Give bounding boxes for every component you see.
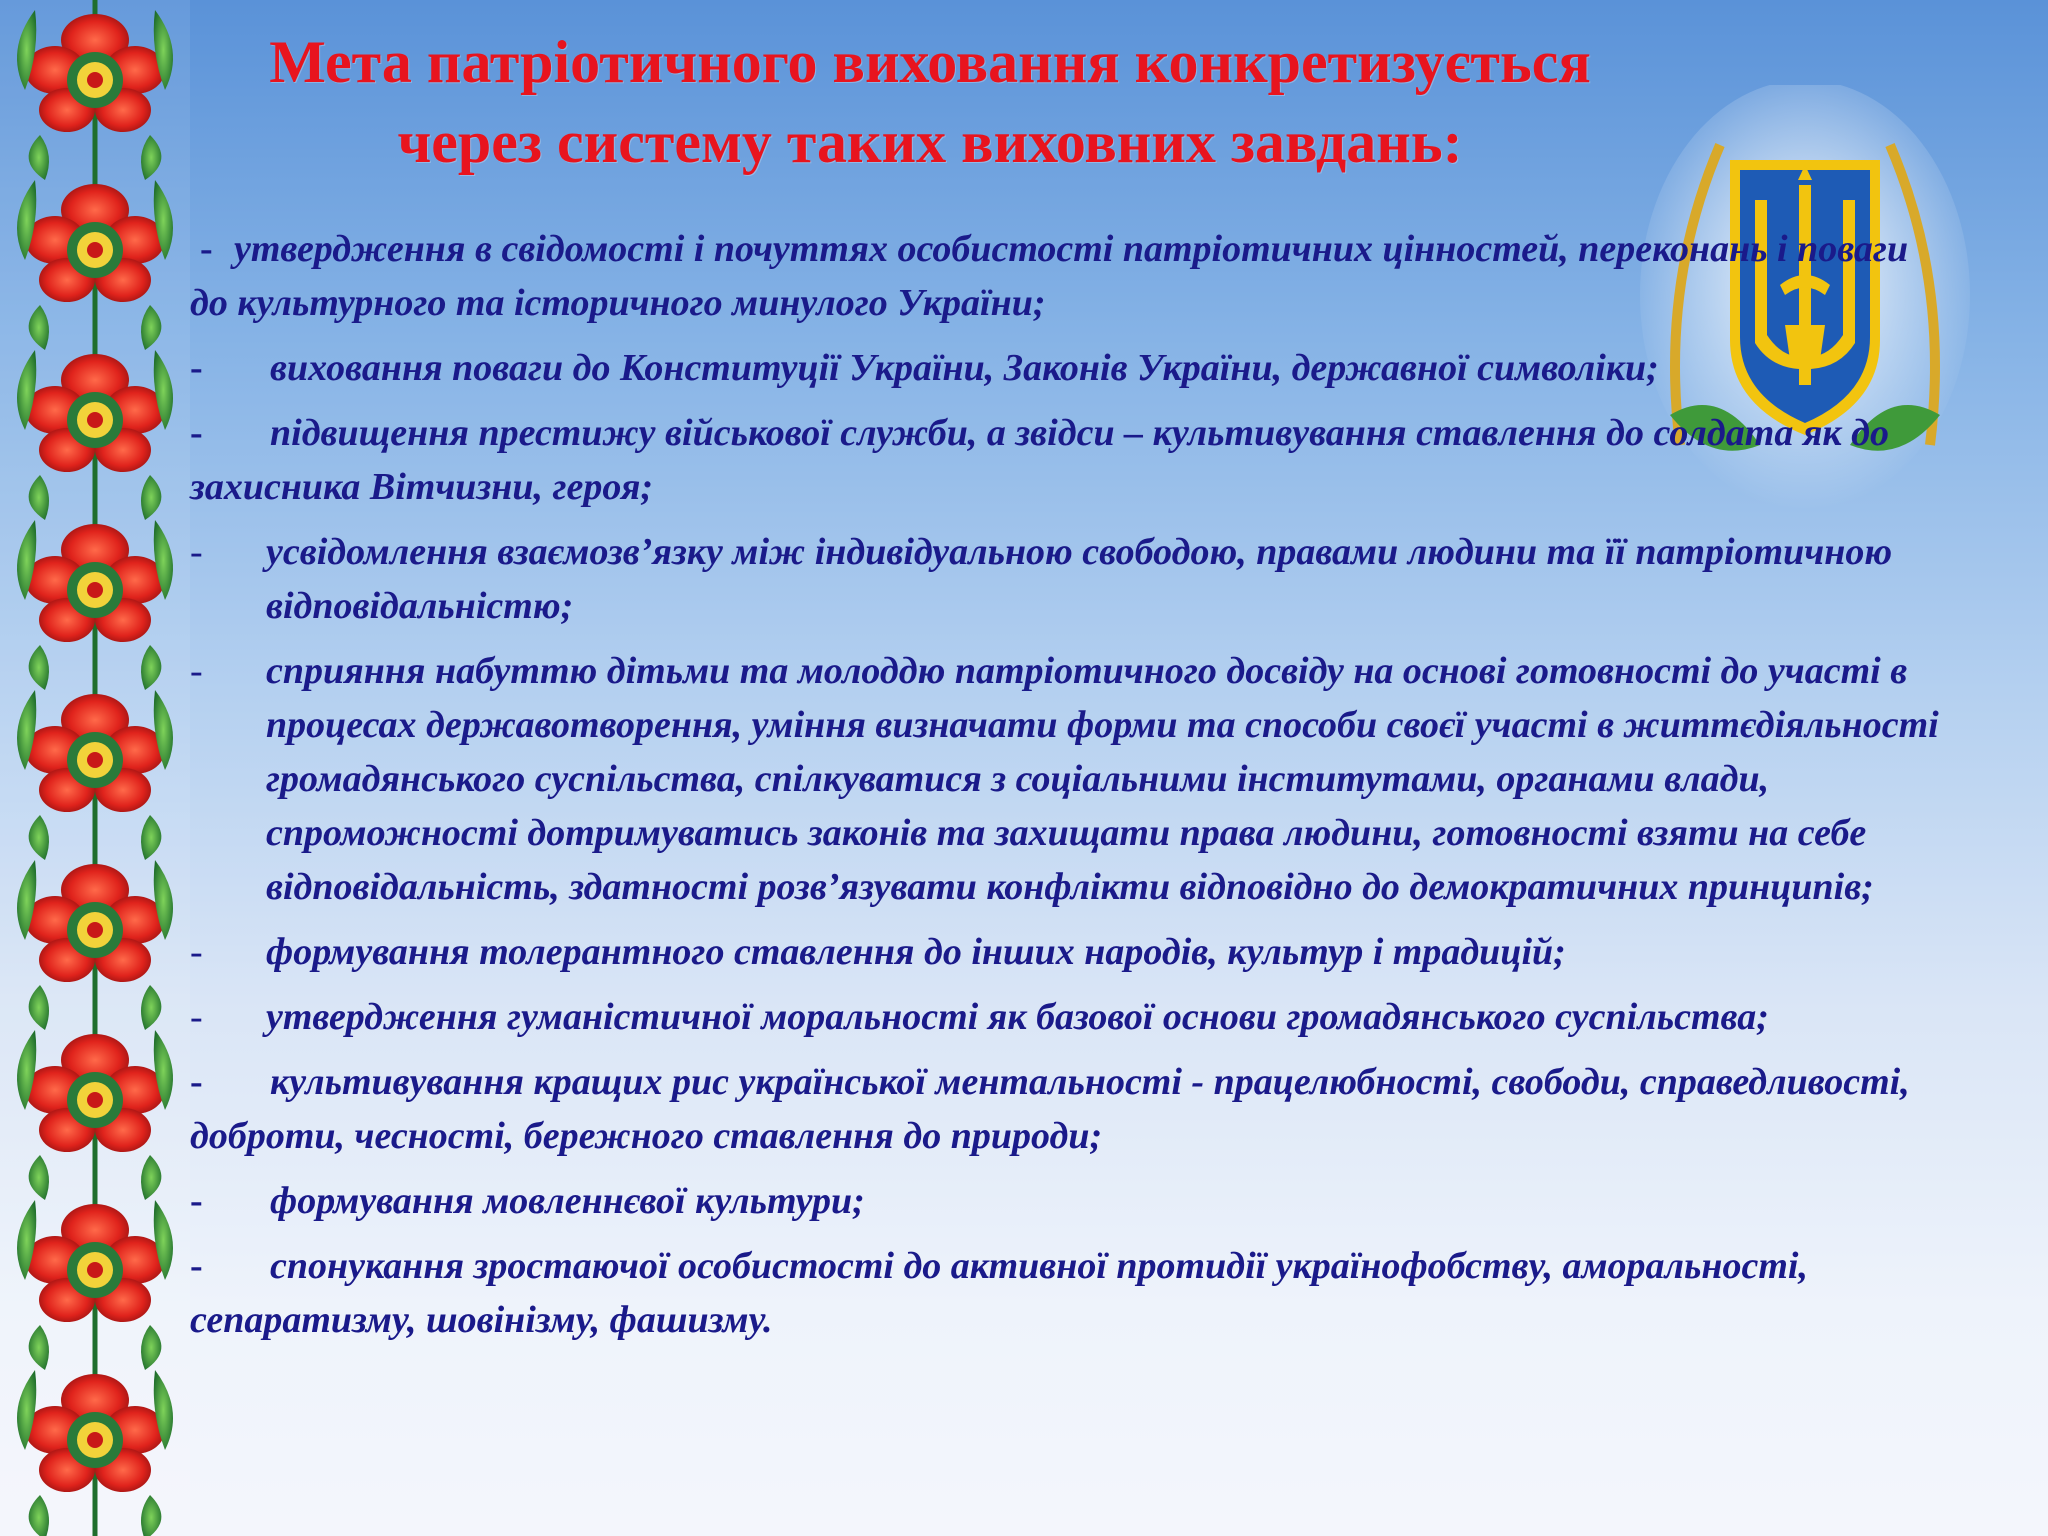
- list-item-text: спонукання зростаючої особистості до активної протидії українофобству, аморальності, сепаратизму, шовінізму, фашизму.: [190, 1245, 1808, 1341]
- list-item-text: сприяння набуттю дітьми та молоддю патріотичного досвіду на основі готовності до участі в процесах державотворення, уміння визначати форми та способи своєї участі в життєдіяльності громадянського суспільства, спілкуватися з соціальними інститутами, органами влади, спроможності дотримуватись законів та захищати права людини, готовності взяти на себе відповідальність, здатності розв’язувати конфлікти відповідно до демократичних принципів;: [266, 650, 1939, 908]
- bullet-dash: -: [190, 1061, 203, 1103]
- title-line-2: через систему таких виховних завдань:: [397, 109, 1463, 175]
- list-item: [190, 1239, 1950, 1347]
- list-item: [190, 525, 1950, 633]
- bullet-dash: -: [190, 1180, 203, 1222]
- list-item-text: виховання поваги до Конституції України, Законів України, державної символіки;: [270, 347, 1659, 389]
- list-item-text: підвищення престижу військової служби, а звідси – культивування ставлення до солдата як до захисника Вітчизни, героя;: [190, 412, 1890, 508]
- list-item-text: формування толерантного ставлення до інших народів, культур і традицій;: [266, 931, 1566, 973]
- petrykivka-flower-icon: [0, 0, 190, 1536]
- list-item: [190, 222, 1950, 330]
- flower-ornament-border: [0, 0, 190, 1536]
- bullet-dash: -: [190, 531, 203, 573]
- bullet-dash: -: [190, 650, 203, 692]
- bullet-dash: -: [190, 1245, 203, 1287]
- list-item: [190, 925, 1950, 979]
- list-item: [190, 644, 1950, 914]
- list-item: [190, 341, 1950, 395]
- bullet-dash: -: [200, 228, 213, 270]
- list-item: [190, 990, 1950, 1044]
- list-item: [190, 406, 1950, 514]
- bullet-dash: -: [190, 412, 203, 454]
- list-item: [190, 1055, 1950, 1163]
- tasks-list: [190, 222, 1950, 1358]
- list-item-text: усвідомлення взаємозв’язку між індивідуальною свободою, правами людини та її патріотичною відповідальністю;: [266, 531, 1893, 627]
- slide-title: [150, 22, 1710, 182]
- list-item: [190, 1174, 1950, 1228]
- bullet-dash: -: [190, 931, 203, 973]
- list-item-text: утвердження гуманістичної моральності як базової основи громадянського суспільства;: [266, 996, 1769, 1038]
- bullet-dash: -: [190, 347, 203, 389]
- list-item-text: утвердження в свідомості і почуттях особистості патріотичних цінностей, переконань і поваги до культурного та історичного минулого України;: [190, 228, 1909, 324]
- bullet-dash: -: [190, 996, 203, 1038]
- list-item-text: культивування кращих рис української ментальності - працелюбності, свободи, справедливості, доброти, чесності, бережного ставлення до природи;: [190, 1061, 1910, 1157]
- list-item-text: формування мовленнєвої культури;: [270, 1180, 865, 1222]
- title-line-1: Мета патріотичного виховання конкретизується: [269, 29, 1591, 95]
